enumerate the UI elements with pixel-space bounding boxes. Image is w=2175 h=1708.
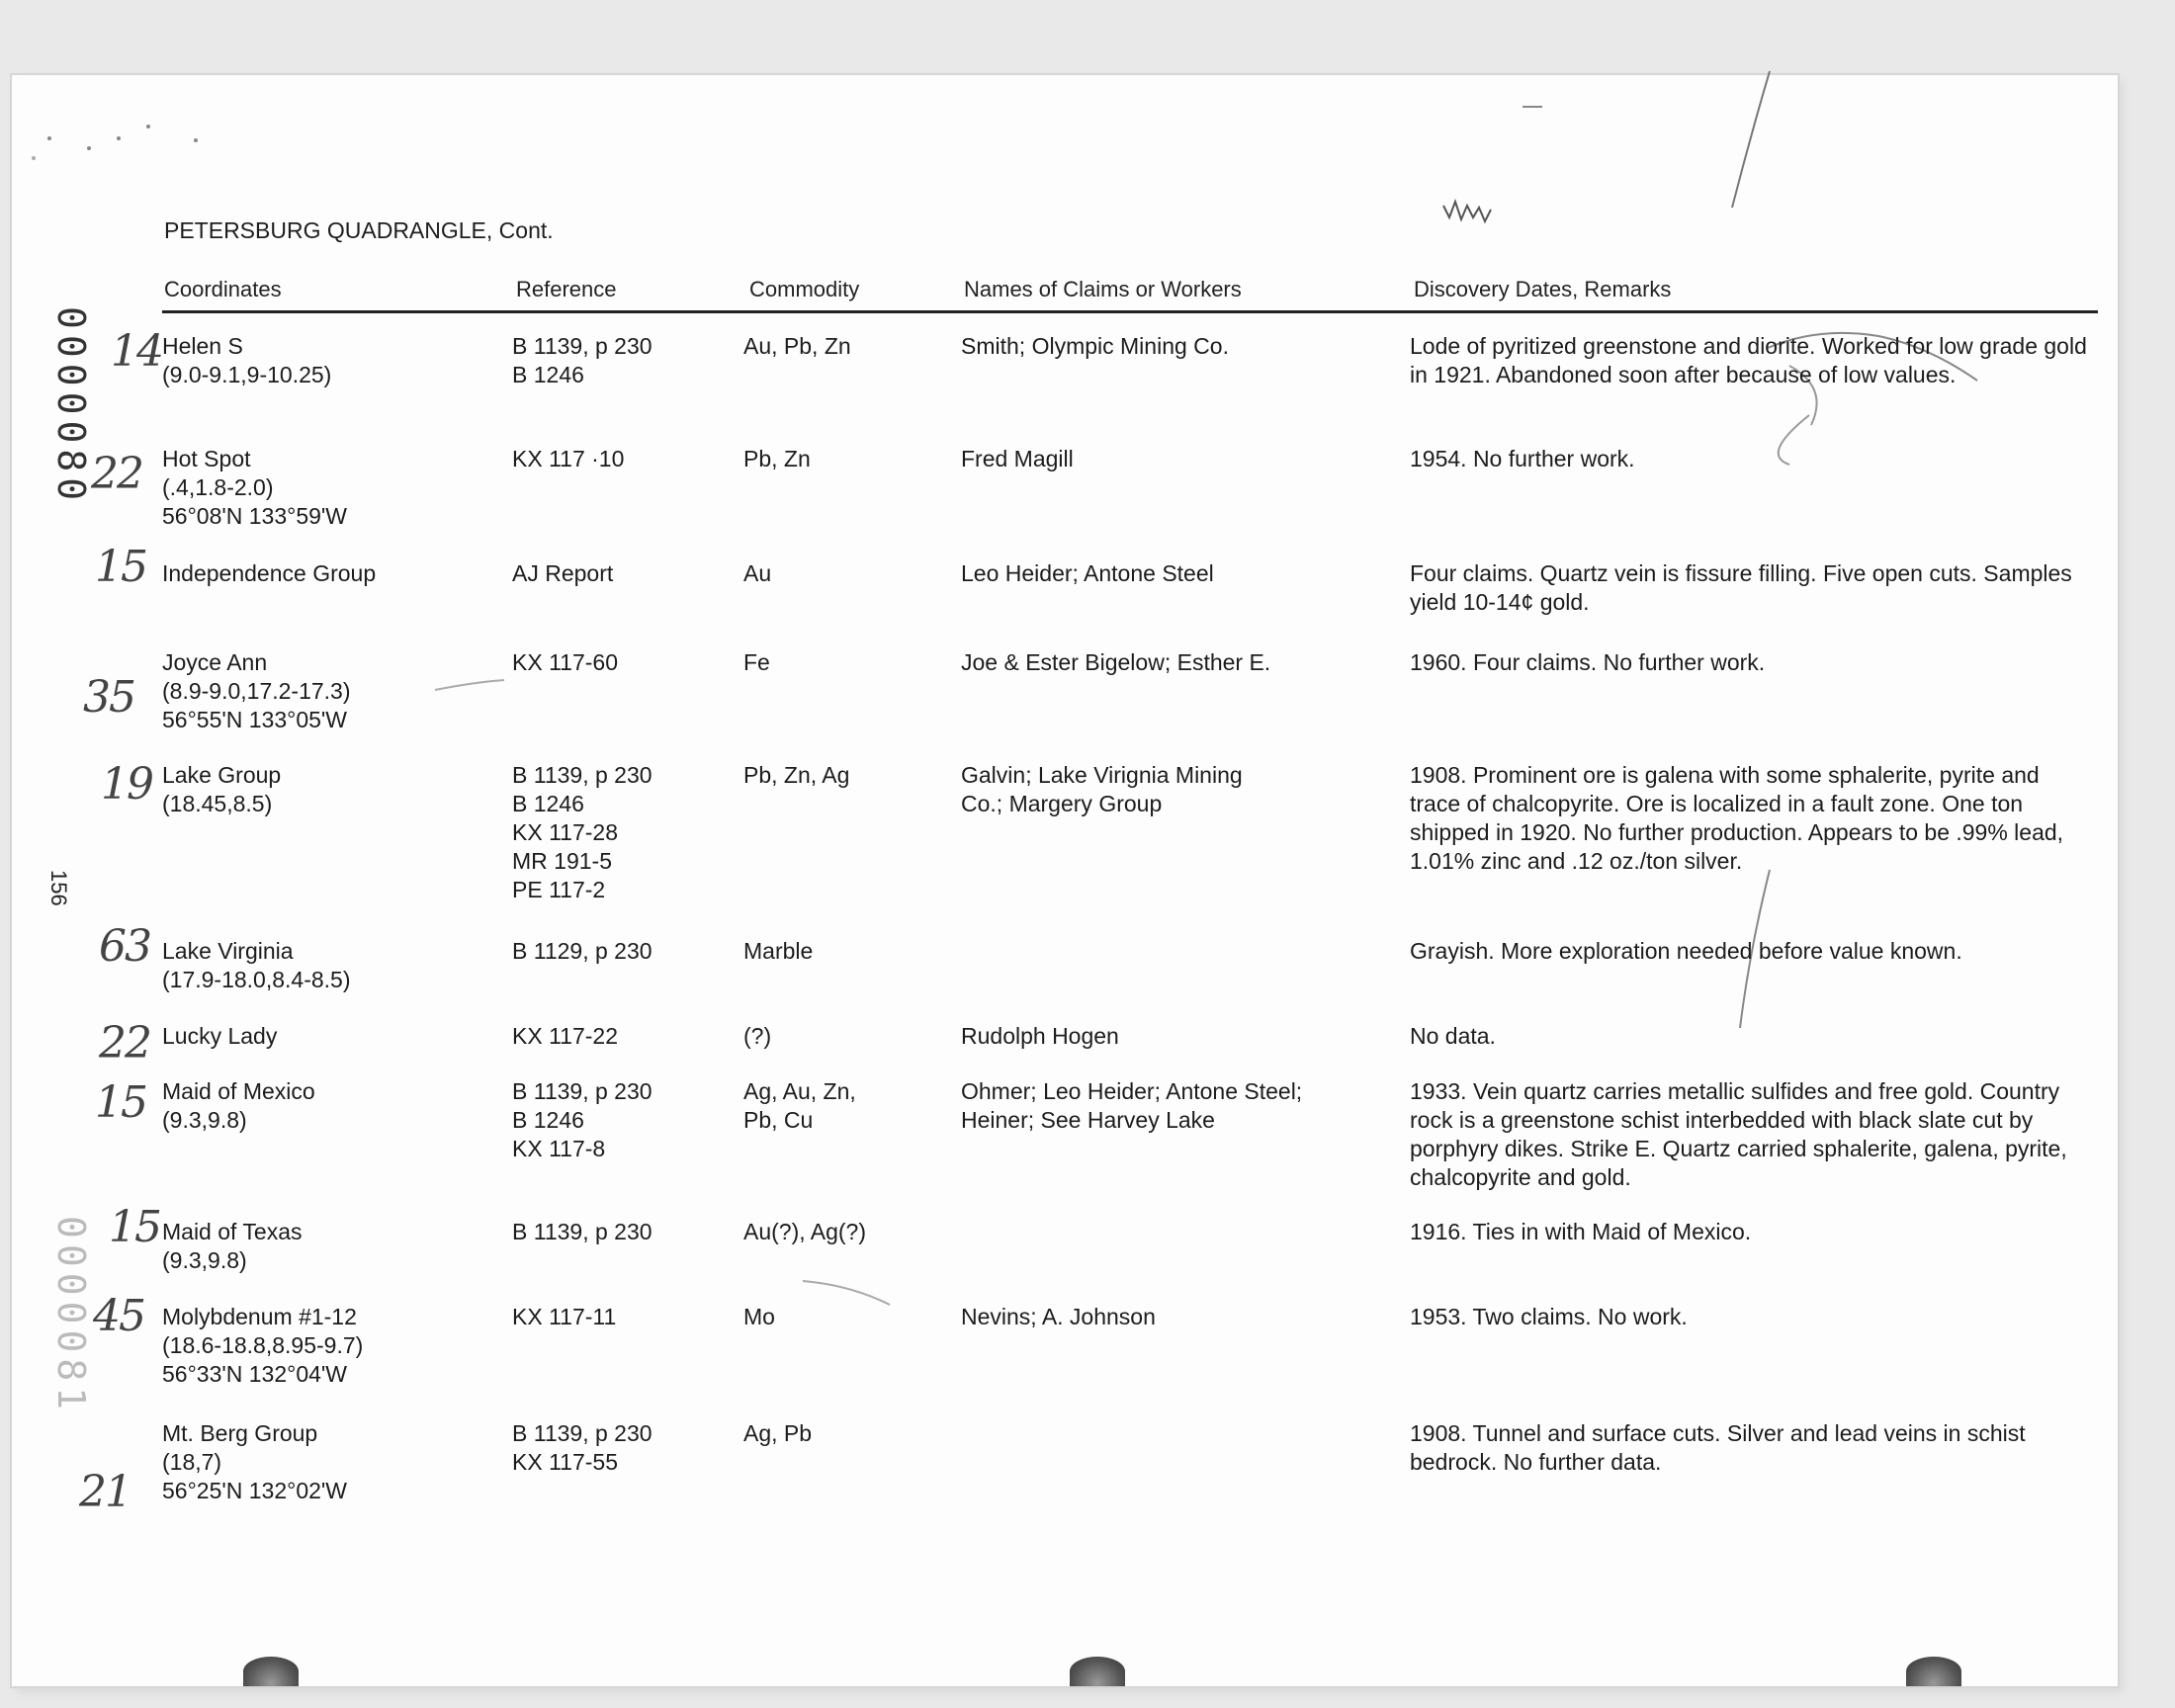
cell-coordinates: Lake Group (18.45,8.5) [162, 762, 282, 816]
stamp-bottom: 0000081 [49, 1216, 93, 1416]
stamp-top: 0000080 [49, 306, 93, 507]
cell-reference: AJ Report [512, 560, 614, 586]
header-names: Names of Claims or Workers [964, 277, 1242, 301]
cell-reference: B 1139, p 230 B 1246 [512, 333, 652, 387]
cell-coordinates: Mt. Berg Group (18,7) 56°25'N 132°02'W [162, 1420, 348, 1503]
cell-coordinates: Hot Spot (.4,1.8-2.0) 56°08'N 133°59'W [162, 446, 348, 529]
cell-reference: KX 117 ·10 [512, 446, 625, 471]
cell-commodity: Ag, Au, Zn, Pb, Cu [743, 1078, 856, 1133]
cell-remarks: Four claims. Quartz vein is fissure filling. Five open cuts. Samples yield 10-14¢ gold. [1410, 560, 2072, 615]
cell-commodity: Fe [743, 649, 770, 675]
cell-reference: KX 117-11 [512, 1304, 617, 1329]
binder-hole [1070, 1657, 1125, 1686]
cell-names: Smith; Olympic Mining Co. [961, 333, 1229, 359]
cell-commodity: Marble [743, 938, 814, 964]
handwritten-annotation: 15 [109, 1202, 160, 1252]
cell-names: Fred Magill [961, 446, 1074, 471]
handwritten-annotation: 15 [95, 542, 146, 592]
binder-hole [1906, 1657, 1961, 1686]
header-coordinates: Coordinates [164, 277, 282, 301]
cell-remarks: Lode of pyritized greenstone and diorite. Worked for low grade gold in 1921. Abandoned soon after because of low values. [1410, 333, 2087, 387]
cell-commodity: Mo [743, 1304, 775, 1329]
cell-names: Joe & Ester Bigelow; Esther E. [961, 649, 1271, 675]
cell-coordinates: Lake Virginia (17.9-18.0,8.4-8.5) [162, 938, 351, 992]
binder-hole [243, 1657, 299, 1686]
header-rule [162, 310, 2098, 313]
cell-remarks: 1908. Tunnel and surface cuts. Silver and lead veins in schist bedrock. No further data. [1410, 1420, 2026, 1475]
header-remarks: Discovery Dates, Remarks [1414, 277, 1672, 301]
cell-names: Leo Heider; Antone Steel [961, 560, 1214, 586]
handwritten-annotation: 63 [99, 921, 150, 972]
cell-remarks: 1960. Four claims. No further work. [1410, 649, 1766, 675]
cell-coordinates: Joyce Ann (8.9-9.0,17.2-17.3) 56°55'N 133°05'W [162, 649, 351, 732]
header-reference: Reference [516, 277, 617, 301]
cell-coordinates: Lucky Lady [162, 1023, 278, 1049]
page-number: 156 [46, 870, 71, 906]
cell-reference: B 1139, p 230 B 1246 KX 117-8 [512, 1078, 652, 1161]
cell-commodity: Pb, Zn, Ag [743, 762, 850, 788]
cell-reference: B 1139, p 230 B 1246 KX 117-28 MR 191-5 PE 117-2 [512, 762, 652, 902]
cell-remarks: 1953. Two claims. No work. [1410, 1304, 1688, 1329]
cell-remarks: 1954. No further work. [1410, 446, 1635, 471]
handwritten-annotation: 19 [101, 759, 152, 810]
handwritten-annotation: 45 [93, 1291, 144, 1341]
cell-commodity: Au [743, 560, 772, 586]
cell-commodity: Au, Pb, Zn [743, 333, 851, 359]
cell-coordinates: Maid of Mexico (9.3,9.8) [162, 1078, 315, 1133]
handwritten-annotation: 14 [111, 326, 162, 377]
cell-remarks: Grayish. More exploration needed before value known. [1410, 938, 1962, 964]
handwritten-annotation: 22 [99, 1018, 150, 1068]
cell-commodity: Pb, Zn [743, 446, 811, 471]
cell-commodity: (?) [743, 1023, 772, 1049]
cell-reference: B 1139, p 230 [512, 1219, 652, 1244]
handwritten-annotation: 21 [79, 1467, 130, 1517]
cell-names: Galvin; Lake Virignia Mining Co.; Margery Group [961, 762, 1243, 816]
cell-coordinates: Independence Group [162, 560, 377, 586]
page-title: PETERSBURG QUADRANGLE, Cont. [164, 217, 554, 243]
cell-commodity: Ag, Pb [743, 1420, 813, 1446]
cell-remarks: 1933. Vein quartz carries metallic sulfides and free gold. Country rock is a greenstone schist interbedded with black slate cut by porphyry dikes. Strike E. Quartz carried sphalerite, galena, pyrite, chalcopyrite and gold. [1410, 1078, 2067, 1190]
header-commodity: Commodity [749, 277, 860, 301]
cell-names: Ohmer; Leo Heider; Antone Steel; Heiner; See Harvey Lake [961, 1078, 1303, 1133]
cell-reference: KX 117-22 [512, 1023, 618, 1049]
cell-coordinates: Maid of Texas (9.3,9.8) [162, 1219, 303, 1273]
cell-remarks: 1916. Ties in with Maid of Mexico. [1410, 1219, 1752, 1244]
handwritten-annotation: 15 [95, 1077, 146, 1128]
cell-commodity: Au(?), Ag(?) [743, 1219, 866, 1244]
cell-names: Rudolph Hogen [961, 1023, 1119, 1049]
handwritten-annotation: 22 [91, 449, 142, 499]
cell-remarks: 1908. Prominent ore is galena with some sphalerite, pyrite and trace of chalcopyrite. Ore is localized in a fault zone. One ton shipped in 1920. No further production. Appears to be .99% lead, 1.01% zinc and .12 oz./ton silver. [1410, 762, 2064, 874]
cell-coordinates: Helen S (9.0-9.1,9-10.25) [162, 333, 332, 387]
cell-remarks: No data. [1410, 1023, 1496, 1049]
cell-coordinates: Molybdenum #1-12 (18.6-18.8,8.95-9.7) 56°33'N 132°04'W [162, 1304, 364, 1387]
cell-reference: B 1139, p 230 KX 117-55 [512, 1420, 652, 1475]
cell-reference: KX 117-60 [512, 649, 618, 675]
cell-names: Nevins; A. Johnson [961, 1304, 1156, 1329]
cell-reference: B 1129, p 230 [512, 938, 652, 964]
handwritten-annotation: 35 [83, 672, 134, 723]
